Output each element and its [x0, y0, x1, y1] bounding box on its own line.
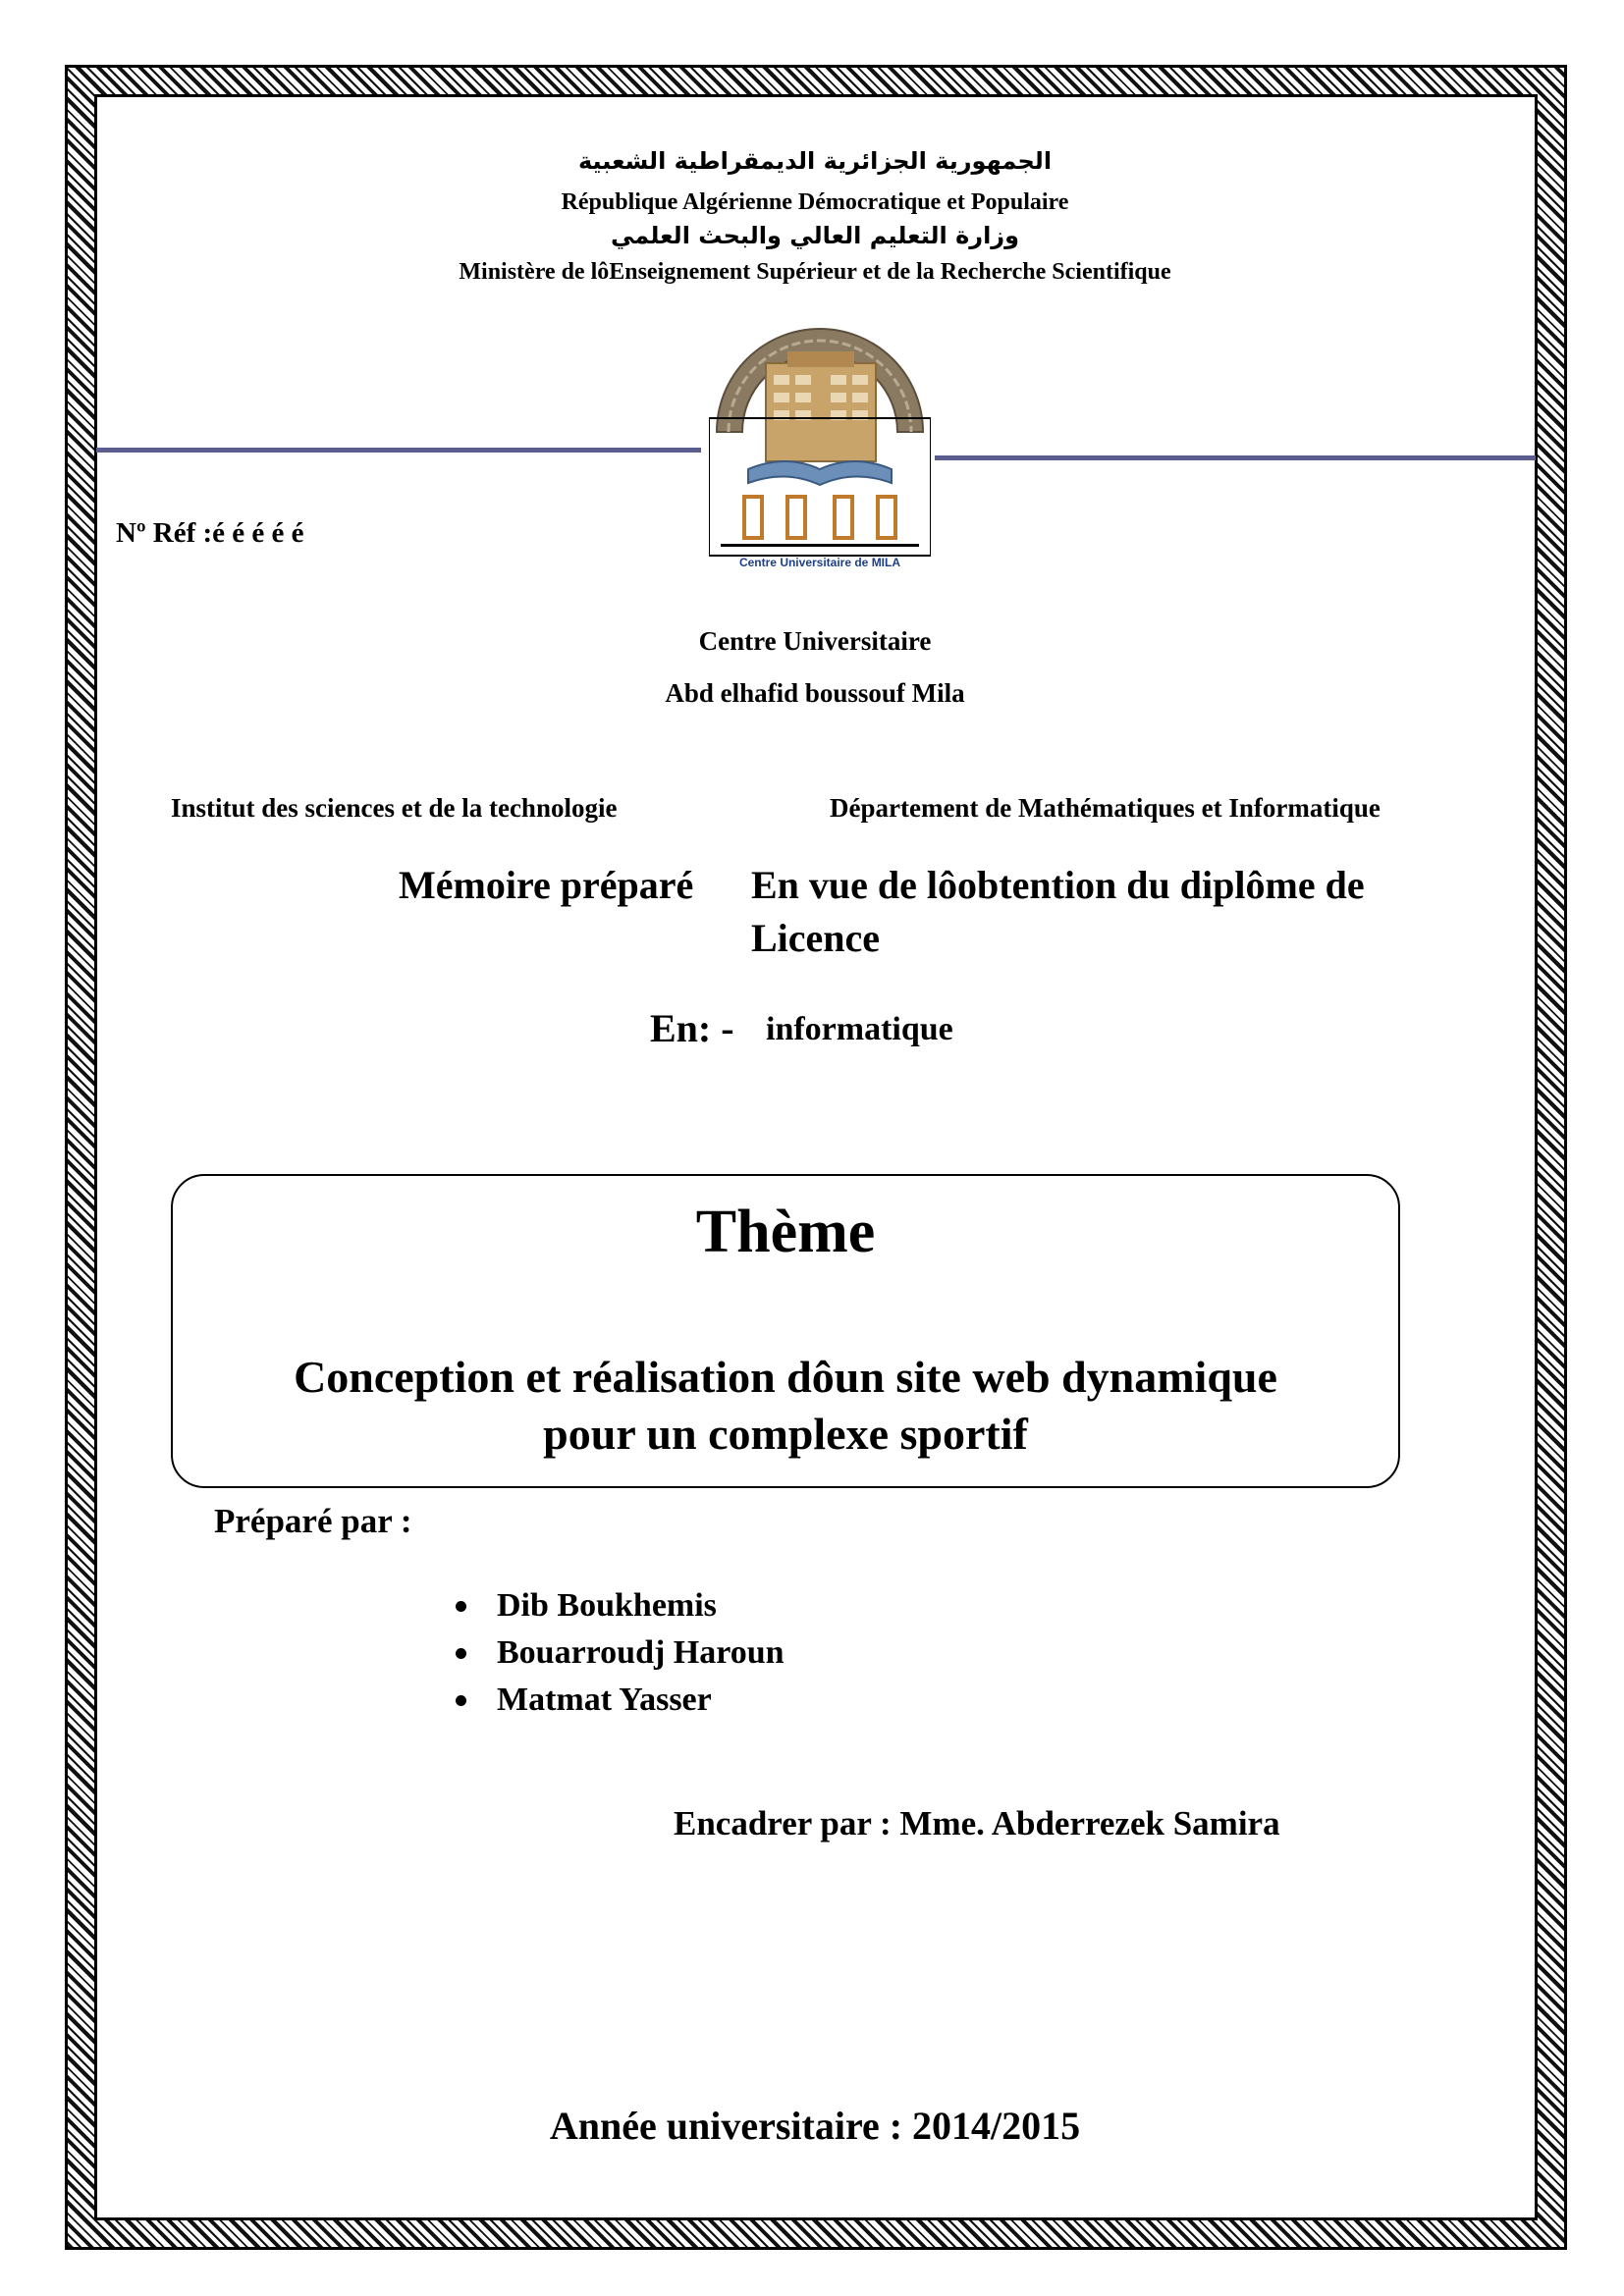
- bullet-icon: [456, 1648, 466, 1659]
- ministry-arabic: وزارة التعليم العالي والبحث العلمي: [610, 222, 1020, 249]
- institution-location: Abd elhafid boussouf Mila: [665, 678, 965, 708]
- authors-list: [452, 1582, 785, 1724]
- institution-name: Centre Universitaire: [698, 626, 932, 656]
- field-value: informatique: [766, 1011, 953, 1047]
- memoire-label: Mémoire préparé: [399, 863, 694, 907]
- republic-arabic: الجمهورية الجزائرية الديمقراطية الشعبية: [577, 147, 1053, 175]
- bullet-icon: [456, 1601, 466, 1612]
- bullet-icon: [456, 1695, 466, 1706]
- department-name: Département de Mathématiques et Informatique: [830, 793, 1380, 823]
- author-item: [452, 1677, 785, 1724]
- field-label: En: -: [650, 1006, 734, 1050]
- author-name: Matmat Yasser: [497, 1682, 712, 1718]
- republic-french: République Algérienne Démocratique et Populaire: [561, 189, 1069, 215]
- author-name: Dib Boukhemis: [497, 1587, 717, 1624]
- theme-title-line2: pour un complexe sportif: [543, 1409, 1028, 1459]
- authors-label: Préparé par :: [214, 1502, 412, 1540]
- memoire-purpose: En vue de lôobtention du diplôme de: [751, 863, 1365, 907]
- institute-name: Institut des sciences et de la technologie: [171, 793, 618, 823]
- ministry-french: Ministère de lôEnseignement Supérieur et de la Recherche Scientifique: [459, 259, 1171, 285]
- header-rule-left: [96, 448, 701, 453]
- theme-heading: Thème: [695, 1199, 876, 1265]
- logo-caption: Centre Universitaire de MILA: [738, 556, 901, 569]
- supervisor: Encadrer par : Mme. Abderrezek Samira: [674, 1804, 1280, 1842]
- theme-title-line1: Conception et réalisation dôun site web dynamique: [294, 1352, 1277, 1402]
- author-name: Bouarroudj Haroun: [497, 1634, 785, 1671]
- author-item: [452, 1629, 785, 1677]
- reference-number: Nº Réf :é é é é é: [116, 517, 304, 549]
- diploma-name: Licence: [751, 916, 881, 960]
- university-logo: [709, 324, 931, 577]
- header-rule-right: [935, 455, 1536, 460]
- author-item: [452, 1582, 785, 1629]
- academic-year: Année universitaire : 2014/2015: [549, 2104, 1081, 2148]
